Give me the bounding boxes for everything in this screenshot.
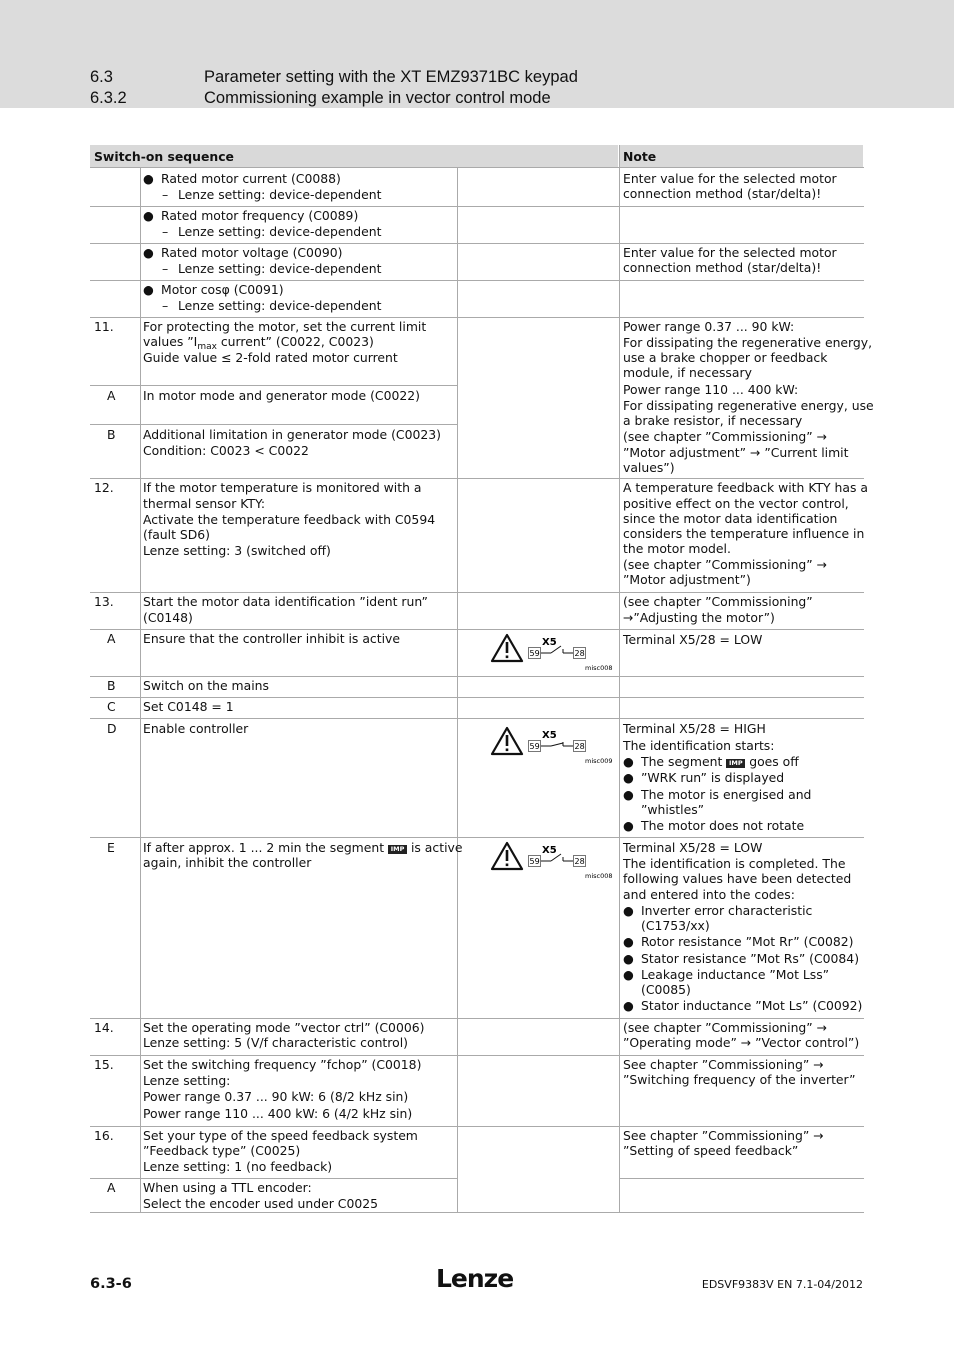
list-item: ● Stator resistance ”Mot Rs” (C0084)	[623, 951, 860, 966]
note-text: A temperature feedback with KTY has a	[623, 480, 868, 495]
step-number: 11.	[94, 319, 114, 334]
note-text: See chapter ”Commissioning” →	[623, 1128, 824, 1143]
subsection-number: 6.3.2	[90, 89, 127, 107]
note-text: connection method (star/delta)!	[623, 260, 822, 275]
step-text: values $”I_{max}$ current” (C0022, C0023)	[143, 334, 374, 352]
step-number: 15.	[94, 1057, 114, 1072]
pin-label: 59	[529, 857, 540, 866]
note-text: See chapter ”Commissioning” →	[623, 1057, 824, 1072]
document-id: EDSVF9383V EN 7.1-04/2012	[701, 1278, 863, 1291]
note-text: ”Operating mode” → ”Vector control”)	[623, 1035, 860, 1050]
imp-segment-icon: IMP	[726, 759, 745, 768]
step-text: Lenze setting: 5 (V/f characteristic control)	[143, 1035, 408, 1050]
note-text: ”Setting of speed feedback”	[623, 1143, 799, 1158]
list-item: ● Rotor resistance ”Mot Rr” (C0082)	[623, 934, 854, 949]
step-text: Set C0148 = 1	[143, 699, 234, 714]
step-text: Set the switching frequency ”fchop” (C0018)	[143, 1057, 422, 1072]
note-text: The identification is completed. The	[623, 856, 846, 871]
step-text: thermal sensor KTY:	[143, 496, 266, 511]
step-text: When using a TTL encoder:	[143, 1180, 312, 1195]
lenze-logo: Lenze	[436, 1264, 514, 1293]
warning-triangle-icon	[492, 843, 522, 869]
step-text: Set the operating mode ”vector ctrl” (C0006)	[143, 1020, 425, 1035]
note-text: For dissipating the regenerative energy,	[623, 335, 873, 350]
step-text: For protecting the motor, set the current limit	[143, 319, 427, 334]
table-header-note: Note	[623, 149, 657, 164]
note-text: module, if necessary	[623, 365, 752, 380]
note-text: (C0085)	[641, 982, 691, 997]
note-text: Terminal X5/28 = HIGH	[623, 721, 766, 736]
list-item: – Lenze setting: device-dependent	[162, 187, 382, 202]
list-item: ● Rated motor current (C0088)	[143, 171, 341, 186]
step-text: (C0148)	[143, 610, 193, 625]
figure-id: misc009	[585, 757, 613, 765]
list-item: ● Motor cosφ (C0091)	[143, 282, 284, 297]
note-text: (see chapter ”Commissioning” →	[623, 557, 828, 572]
note-text: (see chapter ”Commissioning”	[623, 594, 813, 609]
note-text: ”Motor adjustment”)	[623, 572, 751, 587]
step-text: Lenze setting: 3 (switched off)	[143, 543, 331, 558]
substep-letter: B	[107, 678, 116, 693]
step-text: Activate the temperature feedback with C0594	[143, 512, 436, 527]
step-text: Additional limitation in generator mode (C0023)	[143, 427, 441, 442]
substep-letter: E	[107, 840, 115, 855]
list-item: ● Rated motor voltage (C0090)	[143, 245, 343, 260]
imp-segment-icon: IMP	[388, 845, 407, 854]
step-number: 13.	[94, 594, 114, 609]
note-text: (see chapter ”Commissioning” →	[623, 429, 828, 444]
step-text: Set your type of the speed feedback system	[143, 1128, 418, 1143]
note-text: Terminal X5/28 = LOW	[623, 632, 763, 647]
note-text: positive effect on the vector control,	[623, 496, 849, 511]
step-text: Condition: C0023 < C0022	[143, 443, 309, 458]
step-text: Guide value ≤ 2-fold rated motor current	[143, 350, 398, 365]
step-text: Lenze setting:	[143, 1073, 231, 1088]
step-text: Power range 0.37 ... 90 kW: 6 (8/2 kHz sin)	[143, 1089, 409, 1104]
substep-letter: A	[107, 631, 116, 646]
page-number: 6.3-6	[90, 1276, 132, 1292]
pin-label: 28	[574, 742, 585, 751]
step-text: ”Feedback type” (C0025)	[143, 1143, 301, 1158]
step-text: (fault SD6)	[143, 527, 211, 542]
note-text: Power range 110 ... 400 kW:	[623, 382, 799, 397]
note-text: The identification starts:	[623, 738, 775, 753]
substep-letter: C	[107, 699, 116, 714]
terminal-label: X5	[542, 730, 557, 741]
note-text: Enter value for the selected motor	[623, 171, 837, 186]
pin-label: 28	[574, 649, 585, 658]
note-text: Terminal X5/28 = LOW	[623, 840, 763, 855]
list-item: – Lenze setting: device-dependent	[162, 298, 382, 313]
section-number: 6.3	[90, 68, 113, 86]
table-header-sequence: Switch-on sequence	[94, 149, 234, 164]
step-text: In motor mode and generator mode (C0022)	[143, 388, 420, 403]
step-text: Start the motor data identification ”ident run”	[143, 594, 428, 609]
substep-letter: B	[107, 427, 116, 442]
pin-label: 59	[529, 649, 540, 658]
warning-triangle-icon	[492, 635, 522, 661]
list-item: ● ”WRK run” is displayed	[623, 770, 785, 785]
note-text: (see chapter ”Commissioning” →	[623, 1020, 828, 1035]
terminal-label: X5	[542, 845, 557, 856]
section-title: Parameter setting with the XT EMZ9371BC keypad	[204, 68, 578, 86]
note-text: For dissipating regenerative energy, use	[623, 398, 874, 413]
step-text: Switch on the mains	[143, 678, 269, 693]
step-text: Enable controller	[143, 721, 249, 736]
step-number: 16.	[94, 1128, 114, 1143]
note-text: since the motor data identification	[623, 511, 838, 526]
terminal-x5-low-figure	[490, 632, 616, 674]
step-text: If after approx. 1 ... 2 min the segment IMP is active	[143, 840, 463, 855]
list-item: ● The motor does not rotate	[623, 818, 805, 833]
step-text: Select the encoder used under C0025	[143, 1196, 378, 1211]
step-text: Lenze setting: 1 (no feedback)	[143, 1159, 333, 1174]
note-text: the motor model.	[623, 541, 731, 556]
note-text: →”Adjusting the motor”)	[623, 610, 775, 625]
substep-letter: A	[107, 1180, 116, 1195]
terminal-x5-low-figure	[490, 840, 616, 882]
step-text: Power range 110 ... 400 kW: 6 (4/2 kHz sin)	[143, 1106, 413, 1121]
note-text: Enter value for the selected motor	[623, 245, 837, 260]
list-item: ● Rated motor frequency (C0089)	[143, 208, 359, 223]
note-text: connection method (star/delta)!	[623, 186, 822, 201]
list-item: ● The segment IMP goes off	[623, 754, 799, 769]
note-text: (C1753/xx)	[641, 918, 710, 933]
list-item: ● Leakage inductance ”Mot Lss”	[623, 967, 830, 982]
step-text: Ensure that the controller inhibit is active	[143, 631, 400, 646]
list-item: ● Stator inductance ”Mot Ls” (C0092)	[623, 998, 863, 1013]
note-text: considers the temperature influence in	[623, 526, 865, 541]
note-text: and entered into the codes:	[623, 887, 795, 902]
list-item: – Lenze setting: device-dependent	[162, 224, 382, 239]
step-number: 14.	[94, 1020, 114, 1035]
table-header-bg-note	[620, 145, 863, 167]
terminal-x5-high-figure	[490, 725, 616, 767]
subsection-title: Commissioning example in vector control mode	[204, 89, 551, 107]
note-text: Power range 0.37 ... 90 kW:	[623, 319, 795, 334]
substep-letter: A	[107, 388, 116, 403]
note-text: ”whistles”	[641, 802, 705, 817]
note-text: a brake resistor, if necessary	[623, 413, 803, 428]
note-text: following values have been detected	[623, 871, 852, 886]
step-text: again, inhibit the controller	[143, 855, 312, 870]
figure-id: misc008	[585, 664, 613, 672]
note-text: values”)	[623, 460, 675, 475]
warning-triangle-icon	[492, 728, 522, 754]
note-text: ”Motor adjustment” → ”Current limit	[623, 445, 849, 460]
list-item: – Lenze setting: device-dependent	[162, 261, 382, 276]
step-text: If the motor temperature is monitored with a	[143, 480, 422, 495]
note-text: ”Switching frequency of the inverter”	[623, 1072, 856, 1087]
figure-id: misc008	[585, 872, 613, 880]
substep-letter: D	[107, 721, 117, 736]
list-item: ● The motor is energised and	[623, 787, 812, 802]
step-number: 12.	[94, 480, 114, 495]
note-text: use a brake chopper or feedback	[623, 350, 828, 365]
pin-label: 28	[574, 857, 585, 866]
terminal-label: X5	[542, 637, 557, 648]
pin-label: 59	[529, 742, 540, 751]
list-item: ● Inverter error characteristic	[623, 903, 813, 918]
